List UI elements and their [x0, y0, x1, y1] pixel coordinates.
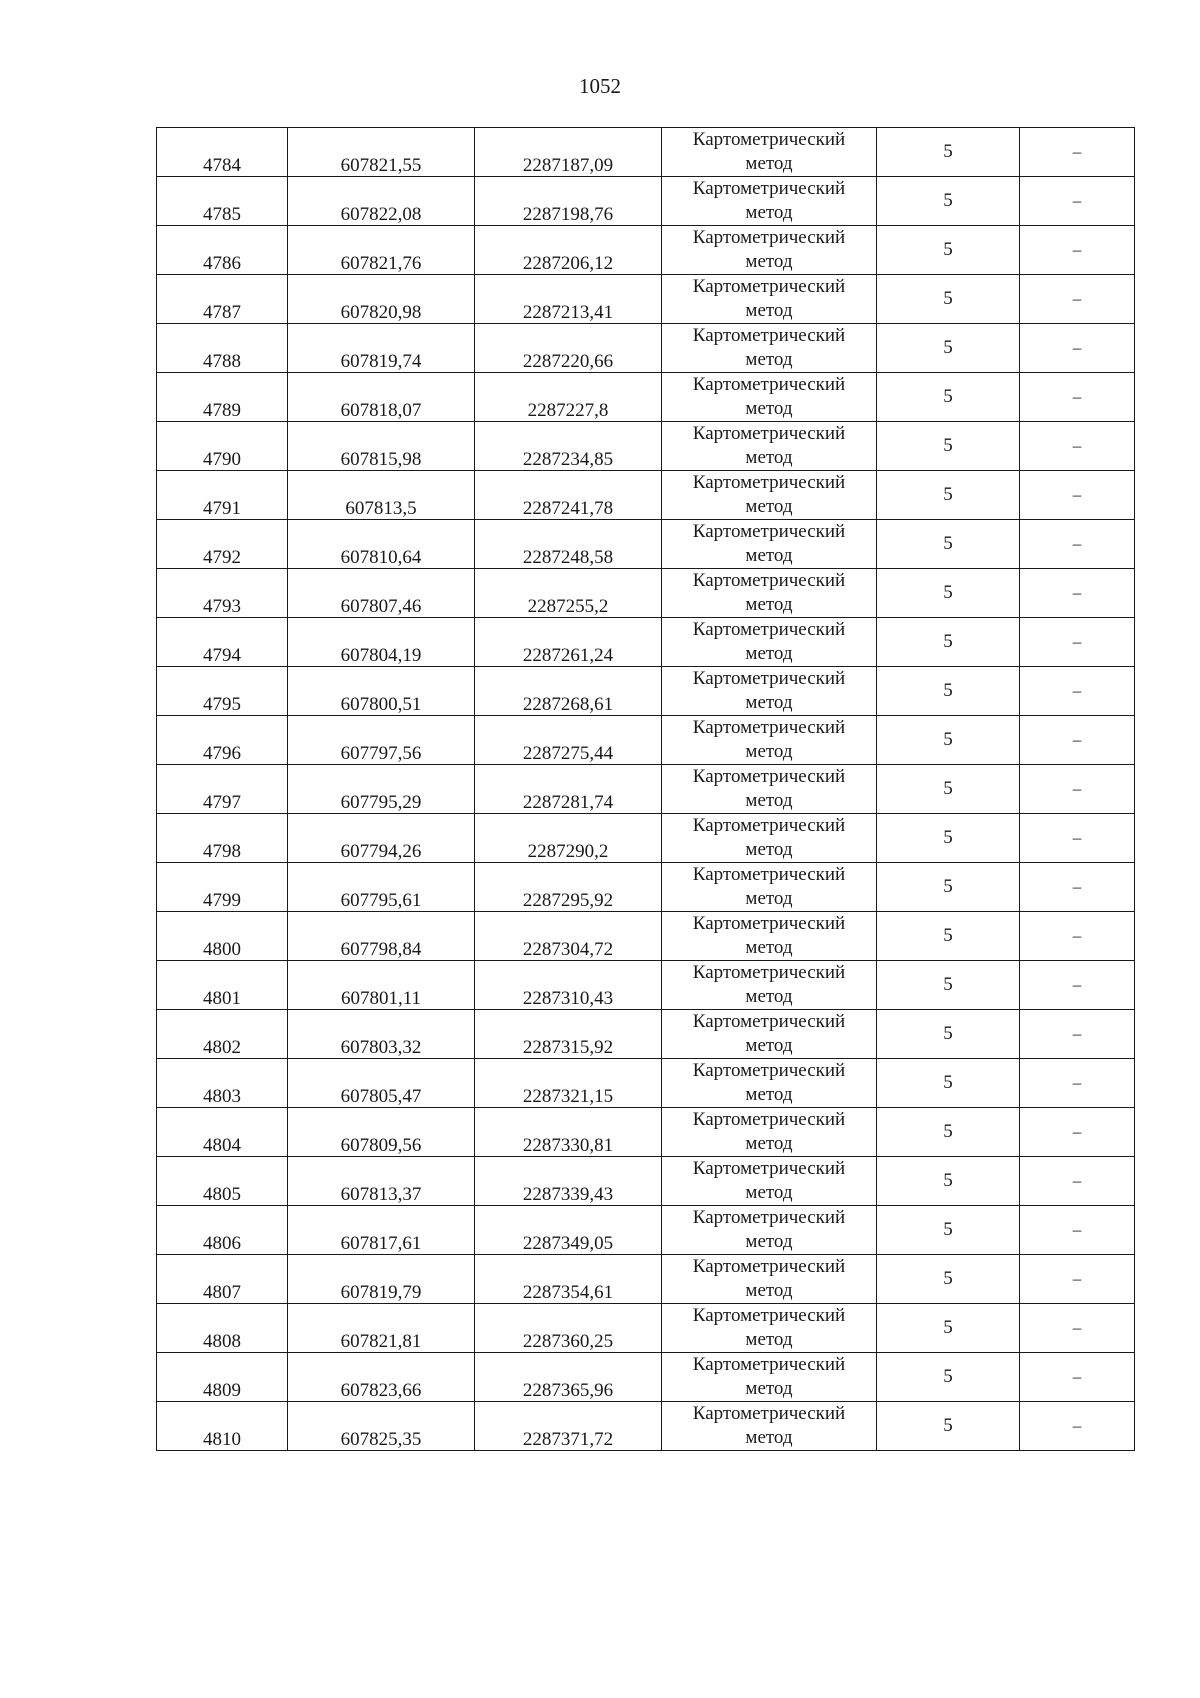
point-number-cell: 4801	[157, 961, 288, 1010]
x-coordinate-cell: 607801,11	[288, 961, 475, 1010]
method-cell	[662, 1206, 877, 1255]
method-line-1: Картометрический	[692, 1305, 846, 1326]
accuracy-cell: 5	[877, 324, 1020, 373]
x-coordinate-cell: 607809,56	[288, 1108, 475, 1157]
method-cell	[662, 863, 877, 912]
note-cell: –	[1020, 569, 1135, 618]
method-line-2: метод	[745, 398, 793, 419]
accuracy-cell: 5	[877, 765, 1020, 814]
table-row	[157, 1255, 1135, 1304]
table-row	[157, 373, 1135, 422]
method-cell	[662, 618, 877, 667]
method-line-1: Картометрический	[692, 1256, 846, 1277]
method-cell	[662, 373, 877, 422]
x-coordinate-cell: 607805,47	[288, 1059, 475, 1108]
point-number-cell: 4806	[157, 1206, 288, 1255]
note-cell: –	[1020, 1255, 1135, 1304]
x-coordinate-cell: 607797,56	[288, 716, 475, 765]
table-row	[157, 128, 1135, 177]
method-line-1: Картометрический	[692, 129, 846, 150]
table-row	[157, 765, 1135, 814]
table-row	[157, 226, 1135, 275]
note-cell: –	[1020, 1304, 1135, 1353]
table-row	[157, 716, 1135, 765]
accuracy-cell: 5	[877, 373, 1020, 422]
method-line-2: метод	[745, 1427, 793, 1448]
y-coordinate-cell: 2287213,41	[475, 275, 662, 324]
table-row	[157, 912, 1135, 961]
accuracy-cell: 5	[877, 275, 1020, 324]
accuracy-cell: 5	[877, 961, 1020, 1010]
method-line-2: метод	[745, 1035, 793, 1056]
method-line-1: Картометрический	[692, 1207, 846, 1228]
table-row	[157, 1010, 1135, 1059]
accuracy-cell: 5	[877, 716, 1020, 765]
note-cell: –	[1020, 1353, 1135, 1402]
point-number-cell: 4805	[157, 1157, 288, 1206]
x-coordinate-cell: 607822,08	[288, 177, 475, 226]
method-line-2: метод	[745, 594, 793, 615]
method-line-1: Картометрический	[692, 717, 846, 738]
accuracy-cell: 5	[877, 1304, 1020, 1353]
table-row	[157, 814, 1135, 863]
point-number-cell: 4794	[157, 618, 288, 667]
method-line-1: Картометрический	[692, 1011, 846, 1032]
method-cell	[662, 1010, 877, 1059]
point-number-cell: 4785	[157, 177, 288, 226]
note-cell: –	[1020, 520, 1135, 569]
note-cell: –	[1020, 275, 1135, 324]
method-line-1: Картометрический	[692, 1158, 846, 1179]
point-number-cell: 4799	[157, 863, 288, 912]
accuracy-cell: 5	[877, 1108, 1020, 1157]
method-line-1: Картометрический	[692, 962, 846, 983]
method-line-2: метод	[745, 202, 793, 223]
point-number-cell: 4808	[157, 1304, 288, 1353]
method-cell	[662, 667, 877, 716]
point-number-cell: 4810	[157, 1402, 288, 1451]
x-coordinate-cell: 607823,66	[288, 1353, 475, 1402]
x-coordinate-cell: 607810,64	[288, 520, 475, 569]
method-line-1: Картометрический	[692, 1060, 846, 1081]
y-coordinate-cell: 2287187,09	[475, 128, 662, 177]
method-cell	[662, 765, 877, 814]
accuracy-cell: 5	[877, 1010, 1020, 1059]
table-row	[157, 1206, 1135, 1255]
method-line-1: Картометрический	[692, 472, 846, 493]
y-coordinate-cell: 2287206,12	[475, 226, 662, 275]
accuracy-cell: 5	[877, 569, 1020, 618]
method-cell	[662, 912, 877, 961]
method-cell	[662, 1353, 877, 1402]
y-coordinate-cell: 2287360,25	[475, 1304, 662, 1353]
method-cell	[662, 1157, 877, 1206]
table-row	[157, 863, 1135, 912]
method-cell	[662, 1255, 877, 1304]
x-coordinate-cell: 607825,35	[288, 1402, 475, 1451]
x-coordinate-cell: 607818,07	[288, 373, 475, 422]
note-cell: –	[1020, 324, 1135, 373]
x-coordinate-cell: 607794,26	[288, 814, 475, 863]
x-coordinate-cell: 607813,5	[288, 471, 475, 520]
table-row	[157, 520, 1135, 569]
y-coordinate-cell: 2287304,72	[475, 912, 662, 961]
accuracy-cell: 5	[877, 1353, 1020, 1402]
method-cell	[662, 177, 877, 226]
method-line-2: метод	[745, 741, 793, 762]
method-cell	[662, 520, 877, 569]
method-cell	[662, 814, 877, 863]
method-line-1: Картометрический	[692, 521, 846, 542]
accuracy-cell: 5	[877, 520, 1020, 569]
point-number-cell: 4789	[157, 373, 288, 422]
method-line-2: метод	[745, 496, 793, 517]
note-cell: –	[1020, 128, 1135, 177]
note-cell: –	[1020, 226, 1135, 275]
point-number-cell: 4797	[157, 765, 288, 814]
method-line-2: метод	[745, 790, 793, 811]
method-cell	[662, 1304, 877, 1353]
y-coordinate-cell: 2287290,2	[475, 814, 662, 863]
y-coordinate-cell: 2287227,8	[475, 373, 662, 422]
method-cell	[662, 961, 877, 1010]
point-number-cell: 4788	[157, 324, 288, 373]
y-coordinate-cell: 2287295,92	[475, 863, 662, 912]
y-coordinate-cell: 2287220,66	[475, 324, 662, 373]
table-row	[157, 275, 1135, 324]
note-cell: –	[1020, 1157, 1135, 1206]
note-cell: –	[1020, 618, 1135, 667]
method-line-2: метод	[745, 986, 793, 1007]
method-line-2: метод	[745, 1329, 793, 1350]
accuracy-cell: 5	[877, 422, 1020, 471]
x-coordinate-cell: 607795,29	[288, 765, 475, 814]
table-row	[157, 618, 1135, 667]
coordinates-table	[156, 127, 1135, 1451]
method-cell	[662, 471, 877, 520]
method-line-1: Картометрический	[692, 423, 846, 444]
point-number-cell: 4804	[157, 1108, 288, 1157]
y-coordinate-cell: 2287321,15	[475, 1059, 662, 1108]
method-line-1: Картометрический	[692, 178, 846, 199]
point-number-cell: 4791	[157, 471, 288, 520]
point-number-cell: 4800	[157, 912, 288, 961]
accuracy-cell: 5	[877, 1255, 1020, 1304]
y-coordinate-cell: 2287315,92	[475, 1010, 662, 1059]
accuracy-cell: 5	[877, 128, 1020, 177]
y-coordinate-cell: 2287241,78	[475, 471, 662, 520]
note-cell: –	[1020, 177, 1135, 226]
accuracy-cell: 5	[877, 667, 1020, 716]
table-row	[157, 1157, 1135, 1206]
accuracy-cell: 5	[877, 226, 1020, 275]
point-number-cell: 4792	[157, 520, 288, 569]
method-line-2: метод	[745, 1231, 793, 1252]
accuracy-cell: 5	[877, 912, 1020, 961]
note-cell: –	[1020, 471, 1135, 520]
note-cell: –	[1020, 1206, 1135, 1255]
method-line-1: Картометрический	[692, 815, 846, 836]
note-cell: –	[1020, 1010, 1135, 1059]
coordinates-table-body	[157, 128, 1135, 1451]
method-line-2: метод	[745, 888, 793, 909]
y-coordinate-cell: 2287248,58	[475, 520, 662, 569]
method-cell	[662, 569, 877, 618]
method-cell	[662, 324, 877, 373]
method-cell	[662, 275, 877, 324]
y-coordinate-cell: 2287330,81	[475, 1108, 662, 1157]
y-coordinate-cell: 2287198,76	[475, 177, 662, 226]
x-coordinate-cell: 607800,51	[288, 667, 475, 716]
accuracy-cell: 5	[877, 1157, 1020, 1206]
y-coordinate-cell: 2287261,24	[475, 618, 662, 667]
method-cell	[662, 422, 877, 471]
note-cell: –	[1020, 912, 1135, 961]
y-coordinate-cell: 2287310,43	[475, 961, 662, 1010]
point-number-cell: 4787	[157, 275, 288, 324]
method-line-1: Картометрический	[692, 1109, 846, 1130]
method-line-2: метод	[745, 300, 793, 321]
method-line-2: метод	[745, 545, 793, 566]
table-row	[157, 961, 1135, 1010]
point-number-cell: 4802	[157, 1010, 288, 1059]
point-number-cell: 4796	[157, 716, 288, 765]
x-coordinate-cell: 607804,19	[288, 618, 475, 667]
y-coordinate-cell: 2287354,61	[475, 1255, 662, 1304]
point-number-cell: 4786	[157, 226, 288, 275]
method-line-1: Картометрический	[692, 766, 846, 787]
page-number: 1052	[579, 74, 621, 98]
note-cell: –	[1020, 863, 1135, 912]
x-coordinate-cell: 607820,98	[288, 275, 475, 324]
point-number-cell: 4803	[157, 1059, 288, 1108]
x-coordinate-cell: 607813,37	[288, 1157, 475, 1206]
method-cell	[662, 1402, 877, 1451]
x-coordinate-cell: 607821,76	[288, 226, 475, 275]
method-line-1: Картометрический	[692, 374, 846, 395]
method-line-2: метод	[745, 447, 793, 468]
x-coordinate-cell: 607819,79	[288, 1255, 475, 1304]
method-line-2: метод	[745, 153, 793, 174]
table-row	[157, 1304, 1135, 1353]
y-coordinate-cell: 2287371,72	[475, 1402, 662, 1451]
accuracy-cell: 5	[877, 863, 1020, 912]
note-cell: –	[1020, 961, 1135, 1010]
method-line-2: метод	[745, 937, 793, 958]
x-coordinate-cell: 607819,74	[288, 324, 475, 373]
method-line-2: метод	[745, 1133, 793, 1154]
y-coordinate-cell: 2287281,74	[475, 765, 662, 814]
accuracy-cell: 5	[877, 1059, 1020, 1108]
method-cell	[662, 716, 877, 765]
method-cell	[662, 1108, 877, 1157]
note-cell: –	[1020, 814, 1135, 863]
method-line-2: метод	[745, 643, 793, 664]
x-coordinate-cell: 607817,61	[288, 1206, 475, 1255]
method-line-2: метод	[745, 1182, 793, 1203]
x-coordinate-cell: 607807,46	[288, 569, 475, 618]
table-row	[157, 569, 1135, 618]
point-number-cell: 4790	[157, 422, 288, 471]
accuracy-cell: 5	[877, 471, 1020, 520]
method-line-1: Картометрический	[692, 570, 846, 591]
method-line-2: метод	[745, 1378, 793, 1399]
table-row	[157, 324, 1135, 373]
x-coordinate-cell: 607795,61	[288, 863, 475, 912]
method-cell	[662, 128, 877, 177]
note-cell: –	[1020, 716, 1135, 765]
method-line-2: метод	[745, 1280, 793, 1301]
method-line-1: Картометрический	[692, 864, 846, 885]
table-row	[157, 422, 1135, 471]
y-coordinate-cell: 2287234,85	[475, 422, 662, 471]
note-cell: –	[1020, 1059, 1135, 1108]
point-number-cell: 4809	[157, 1353, 288, 1402]
point-number-cell: 4807	[157, 1255, 288, 1304]
method-line-2: метод	[745, 349, 793, 370]
y-coordinate-cell: 2287349,05	[475, 1206, 662, 1255]
note-cell: –	[1020, 765, 1135, 814]
point-number-cell: 4798	[157, 814, 288, 863]
y-coordinate-cell: 2287268,61	[475, 667, 662, 716]
y-coordinate-cell: 2287255,2	[475, 569, 662, 618]
point-number-cell: 4795	[157, 667, 288, 716]
accuracy-cell: 5	[877, 1206, 1020, 1255]
method-line-1: Картометрический	[692, 668, 846, 689]
x-coordinate-cell: 607798,84	[288, 912, 475, 961]
method-line-2: метод	[745, 839, 793, 860]
table-row	[157, 1059, 1135, 1108]
note-cell: –	[1020, 1402, 1135, 1451]
table-row	[157, 1353, 1135, 1402]
method-line-1: Картометрический	[692, 276, 846, 297]
method-line-1: Картометрический	[692, 913, 846, 934]
method-line-2: метод	[745, 251, 793, 272]
note-cell: –	[1020, 1108, 1135, 1157]
table-row	[157, 1402, 1135, 1451]
point-number-cell: 4784	[157, 128, 288, 177]
method-line-1: Картометрический	[692, 1354, 846, 1375]
method-line-2: метод	[745, 1084, 793, 1105]
method-line-1: Картометрический	[692, 619, 846, 640]
x-coordinate-cell: 607803,32	[288, 1010, 475, 1059]
accuracy-cell: 5	[877, 177, 1020, 226]
method-line-1: Картометрический	[692, 227, 846, 248]
x-coordinate-cell: 607815,98	[288, 422, 475, 471]
note-cell: –	[1020, 422, 1135, 471]
y-coordinate-cell: 2287365,96	[475, 1353, 662, 1402]
method-line-1: Картометрический	[692, 325, 846, 346]
method-cell	[662, 1059, 877, 1108]
note-cell: –	[1020, 373, 1135, 422]
accuracy-cell: 5	[877, 814, 1020, 863]
method-line-1: Картометрический	[692, 1403, 846, 1424]
y-coordinate-cell: 2287275,44	[475, 716, 662, 765]
table-row	[157, 1108, 1135, 1157]
table-row	[157, 177, 1135, 226]
point-number-cell: 4793	[157, 569, 288, 618]
note-cell: –	[1020, 667, 1135, 716]
accuracy-cell: 5	[877, 618, 1020, 667]
x-coordinate-cell: 607821,81	[288, 1304, 475, 1353]
y-coordinate-cell: 2287339,43	[475, 1157, 662, 1206]
x-coordinate-cell: 607821,55	[288, 128, 475, 177]
table-row	[157, 471, 1135, 520]
table-row	[157, 667, 1135, 716]
method-line-2: метод	[745, 692, 793, 713]
accuracy-cell: 5	[877, 1402, 1020, 1451]
method-cell	[662, 226, 877, 275]
